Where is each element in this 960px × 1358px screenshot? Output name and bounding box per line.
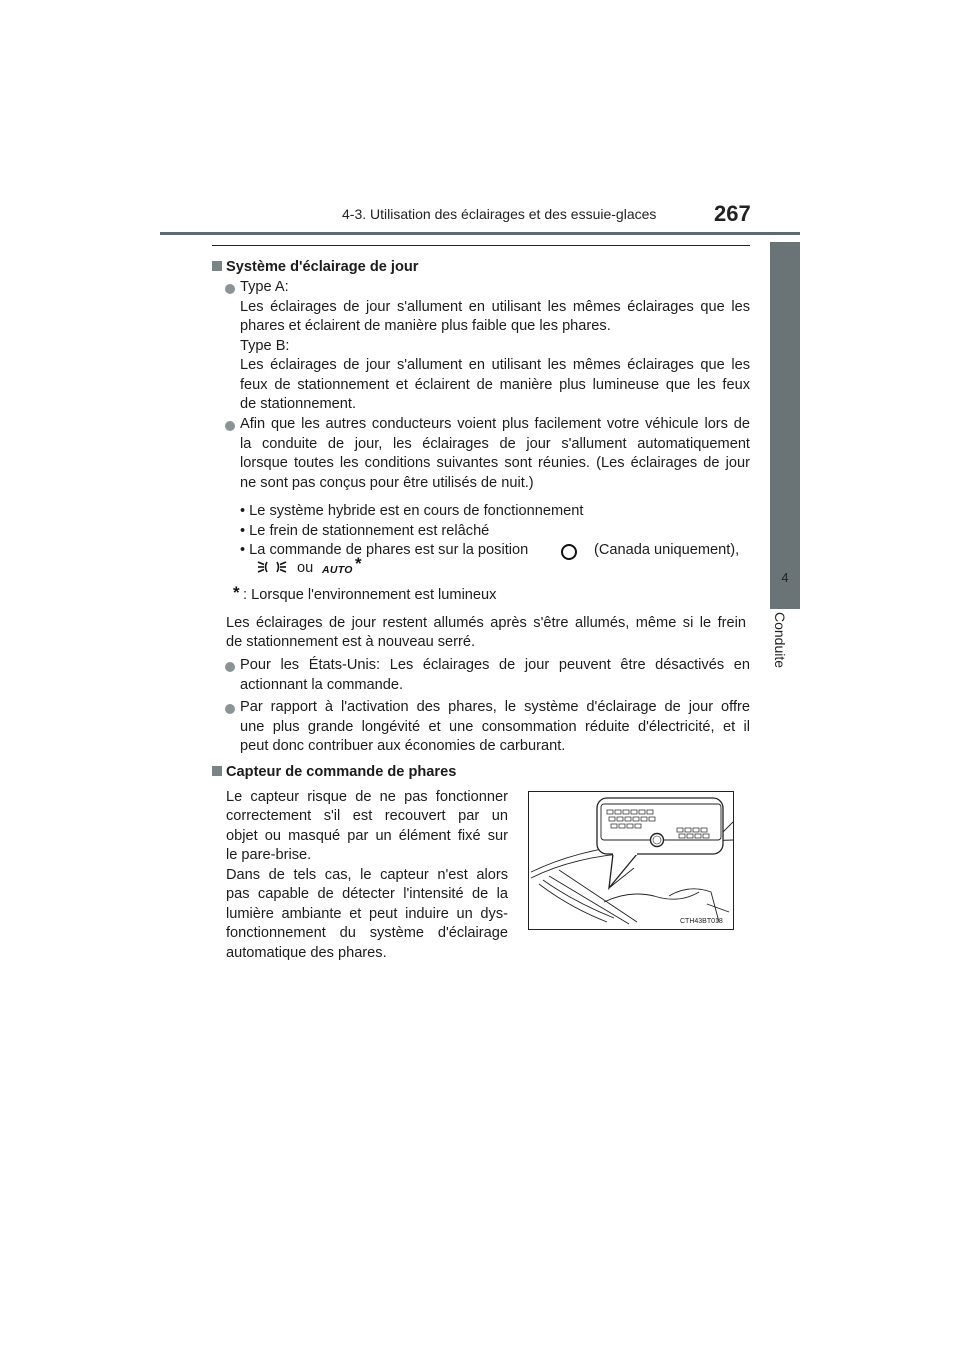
par-line: Par rapport à l'activation des phares, le système d'éclairage de jour offre (240, 699, 750, 715)
round-bullet-icon (225, 421, 235, 431)
chapter-label-text: Conduite (772, 612, 788, 669)
square-bullet-icon (212, 766, 222, 776)
us-line: actionnant la commande. (240, 677, 404, 693)
drl-heading-text: Système d'éclairage de jour (226, 259, 419, 275)
type-a-line: phares et éclairent de manière plus faible que les phares. (240, 318, 611, 334)
asterisk: * (355, 554, 362, 573)
sensor-line: lumière ambiante et peut induire un dys- (226, 906, 508, 922)
afin-line: lorsque toutes les conditions suivantes sont réunies. (Les éclairages de jour (240, 455, 750, 471)
or-text: ou (297, 560, 314, 576)
header-rule (160, 232, 800, 235)
sensor-illustration (528, 791, 734, 930)
page-number: 267 (714, 201, 751, 226)
windshield-sensor-drawing (529, 792, 733, 929)
round-bullet-icon (225, 284, 235, 294)
sensor-line: objet ou masqué par un élément fixé sur (226, 828, 508, 844)
sensor-line: le pare-brise. (226, 847, 312, 863)
type-a-line: Les éclairages de jour s'allument en utilisant les mêmes éclairages que les (240, 299, 750, 315)
auto-icon: AUTO (322, 564, 353, 576)
afin-line: ne sont pas conçus pour être utilisés de nuit.) (240, 475, 534, 491)
type-b-line: de stationnement. (240, 396, 357, 412)
footnote: : Lorsque l'environnement est lumineux (243, 587, 497, 603)
sensor-line: Le capteur risque de ne pas fonctionner (226, 789, 508, 805)
tail-light-icon (257, 559, 287, 575)
sensor-line: correctement s'il est recouvert par un (226, 808, 508, 824)
condition-item: • Le système hybride est en cours de fonctionnement (240, 503, 584, 519)
section-title: 4-3. Utilisation des éclairages et des essuie-glaces (342, 206, 657, 222)
sensor-heading-text: Capteur de commande de phares (226, 764, 457, 780)
drl-heading (212, 258, 418, 277)
sensor-line: Dans de tels cas, le capteur n'est alors (226, 867, 508, 883)
restent-line: de stationnement est à nouveau serré. (226, 634, 476, 650)
sensor-line: fonctionnement du système d'éclairage (226, 925, 508, 941)
restent-line: Les éclairages de jour restent allumés après s'être allumés, même si le frein (226, 615, 746, 631)
type-b-line: feux de stationnement et éclairent de manière plus lumineuse que les feux (240, 377, 750, 393)
round-bullet-icon (225, 662, 235, 672)
figure-code: CTH43BT018 (680, 918, 723, 925)
par-line: peut donc contribuer aux économies de carburant. (240, 738, 566, 754)
sensor-heading (212, 763, 456, 782)
sensor-line: pas capable de détecter l'intensité de la (226, 886, 508, 902)
sensor-line: automatique des phares. (226, 945, 387, 961)
afin-line: la conduite de jour, les éclairages de jour s'allument automatiquement (240, 436, 750, 452)
type-b-line: Les éclairages de jour s'allument en utilisant les mêmes éclairages que les (240, 357, 750, 373)
us-line: Pour les États-Unis: Les éclairages de jour peuvent être désactivés en (240, 657, 750, 673)
chapter-number: 4 (781, 570, 789, 585)
chapter-tab (770, 242, 800, 609)
par-line: une plus grande longévité et une consommation réduite d'électricité, et il (240, 719, 750, 735)
condition-item-note: (Canada uniquement), (594, 542, 740, 558)
footnote-asterisk: * (233, 583, 240, 602)
headlight-off-icon (561, 544, 577, 560)
chapter-label (768, 612, 802, 682)
condition-item: • Le frein de stationnement est relâché (240, 523, 490, 539)
round-bullet-icon (225, 704, 235, 714)
condition-item: • La commande de phares est sur la position (240, 542, 529, 558)
content-rule (212, 245, 750, 246)
type-b-label: Type B: (240, 338, 290, 354)
afin-line: Afin que les autres conducteurs voient plus facilement votre véhicule lors de (240, 416, 750, 432)
square-bullet-icon (212, 261, 222, 271)
type-a-label: Type A: (240, 279, 289, 295)
